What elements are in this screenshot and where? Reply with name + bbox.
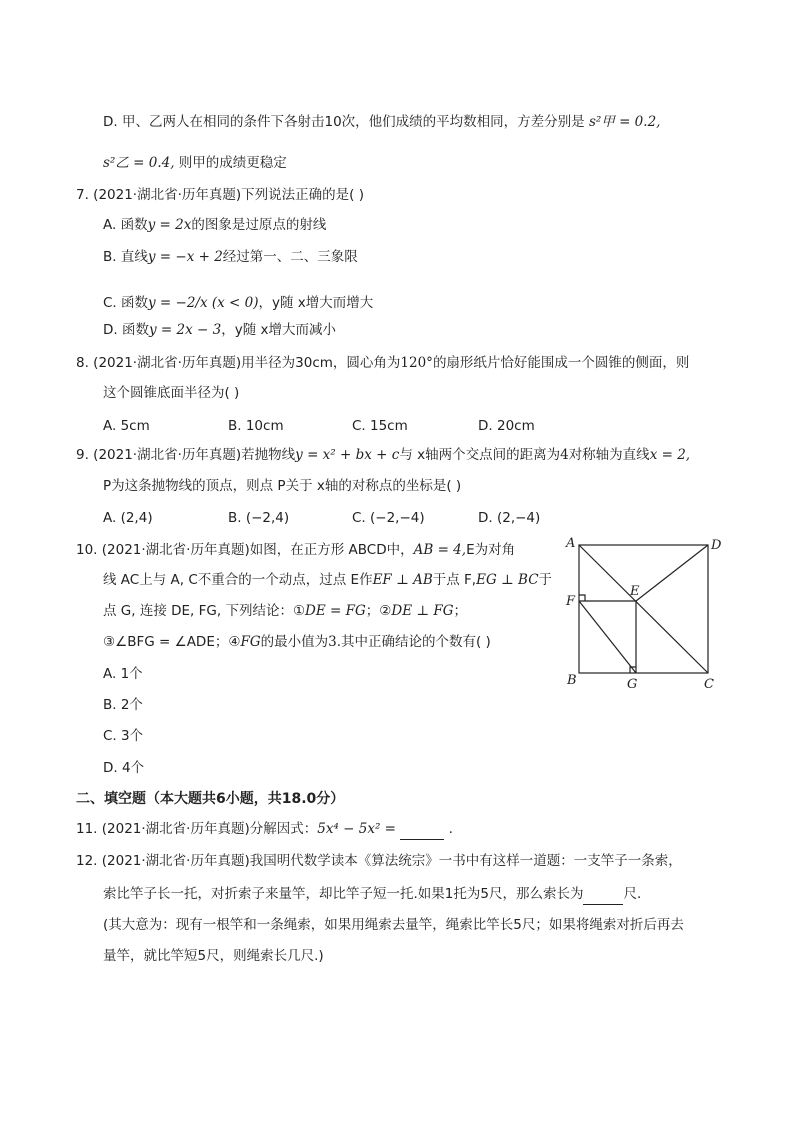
q7-optb-post: 经过第一、二、三象限 <box>222 249 358 265</box>
q9-parabola: y = x² + bx + c <box>295 447 400 463</box>
q9-stem-line1 <box>76 445 690 465</box>
label-d: D <box>711 538 722 553</box>
q6-optd-formula2: s²乙 = 0.4, <box>103 155 175 171</box>
q8-stem-line2: 这个圆锥底面半径为( ) <box>103 385 240 401</box>
q10-stem2b: 于点 F, <box>432 572 477 588</box>
q10-stem1a: 10. (2021·湖北省·历年真题)如图，在正方形 ABCD中， <box>76 542 414 558</box>
q9-stem1c: 对称轴为直线 <box>568 447 650 463</box>
label-a: A <box>566 536 576 551</box>
q10-stem-line1 <box>76 540 515 560</box>
square-figure <box>562 533 732 695</box>
q10-option-d: D. 4个 <box>103 760 145 776</box>
q8-option-b: B. 10cm <box>228 418 284 434</box>
q10-stem1b: E为对角 <box>466 542 516 558</box>
q6-option-d-cont <box>103 153 287 173</box>
section-heading: 二、填空题（本大题共6小题，共18.0分） <box>76 791 345 807</box>
q9-option-b: B. (−2,4) <box>228 510 290 526</box>
q10-stem4a: ③∠BFG = ∠ADE；④ <box>103 634 241 650</box>
q6-optd-text2: 则甲的成绩更稳定 <box>178 155 287 171</box>
q10-option-b: B. 2个 <box>103 697 143 713</box>
segment-fg <box>579 601 636 673</box>
q7-optd-pre: D. 函数 <box>103 322 149 338</box>
q7-option-a <box>103 215 326 235</box>
segment-de <box>636 545 708 601</box>
q10-ab: AB = 4, <box>413 542 467 558</box>
q8-option-a: A. 5cm <box>103 418 150 434</box>
q9-stem1a: 9. (2021·湖北省·历年真题)若抛物线 <box>76 447 296 463</box>
q10-stem3b: ；② <box>365 603 392 619</box>
q10-stem3c: ； <box>453 603 467 619</box>
q11-answer-blank[interactable] <box>400 819 444 840</box>
q10-stem-line4 <box>103 632 491 652</box>
q7-opta-pre: A. 函数 <box>103 217 148 233</box>
q10-stem3a: 点 G, 连接 DE, FG, 下列结论：① <box>103 603 306 619</box>
q11-end: . <box>448 821 453 837</box>
q10-eg: EG ⊥ BC <box>476 572 539 588</box>
q7-optb-pre: B. 直线 <box>103 249 148 265</box>
q11-stem <box>76 819 453 840</box>
q7-optd-math: y = 2x − 3 <box>148 322 222 338</box>
q9-option-a: A. (2,4) <box>103 510 153 526</box>
q7-optd-post: ，y随 x增大而减小 <box>221 322 336 338</box>
q8-stem-line1 <box>76 353 689 373</box>
q12-stem-line1: 12. (2021·湖北省·历年真题)我国明代数学读本《算法统宗》一书中有这样一道题：一支竿子一条索， <box>76 853 682 869</box>
q7-option-c <box>103 293 373 313</box>
label-b: B <box>567 673 577 688</box>
q9-option-d: D. (2,−4) <box>478 510 541 526</box>
q10-stem-line3 <box>103 601 467 621</box>
q10-stem2a: 线 AC上与 A, C不重合的一个动点，过点 E作 <box>103 572 373 588</box>
q12-stem-line4: 量竿，就比竿短5尺，则绳索长几尺.) <box>103 948 324 964</box>
q12-stem2b: 尺. <box>623 886 642 902</box>
q7-stem: 7. (2021·湖北省·历年真题)下列说法正确的是( ) <box>76 187 364 203</box>
q10-option-a: A. 1个 <box>103 666 143 682</box>
q9-stem-line2: P为这条抛物线的顶点，则点 P关于 x轴的对称点的坐标是( ) <box>103 478 462 494</box>
q7-opta-math: y = 2x <box>147 217 192 233</box>
q11-expr: 5x⁴ − 5x² = <box>317 821 396 837</box>
q8-stem1b: 的扇形纸片恰好能围成一个圆锥的侧面，则 <box>432 355 690 371</box>
q9-dist: 4 <box>560 447 569 463</box>
q12-stem-line2 <box>103 884 641 905</box>
label-e: E <box>630 584 640 599</box>
q10-c2: DE ⊥ FG <box>391 603 454 619</box>
label-c: C <box>704 677 714 692</box>
q10-option-c: C. 3个 <box>103 728 144 744</box>
q10-c4: FG <box>240 634 261 650</box>
q10-stem4b: 的最小值为 <box>260 634 329 650</box>
q7-option-b <box>103 247 358 267</box>
q6-optd-formula1: s²甲 = 0.2, <box>588 114 661 130</box>
q12-stem2a: 索比竿子长一托，对折索子来量竿，却比竿子短一托.如果1托为5尺，那么索长为 <box>103 886 584 902</box>
q10-ef: EF ⊥ AB <box>372 572 433 588</box>
q10-stem4c: .其中正确结论的个数有( ) <box>336 634 491 650</box>
q7-optc-math: y = −2/x (x < 0) <box>148 295 259 311</box>
label-f: F <box>566 594 576 609</box>
q12-stem-line3: (其大意为：现有一根竿和一条绳索，如果用绳索去量竿，绳索比竿长5尺；如果将绳索对折后再去 <box>103 917 684 933</box>
q7-option-d <box>103 320 336 340</box>
q12-answer-blank[interactable] <box>583 884 623 905</box>
diagonal-ac <box>579 545 708 673</box>
q7-optb-math: y = −x + 2 <box>147 249 223 265</box>
q9-axis: x = 2, <box>649 447 691 463</box>
q10-c1: DE = FG <box>305 603 366 619</box>
q8-option-c: C. 15cm <box>352 418 408 434</box>
q6-optd-text: D. 甲、乙两人在相同的条件下各射击10次，他们成绩的平均数相同，方差分别是 <box>103 114 585 130</box>
q8-angle: 120° <box>400 355 433 371</box>
q8-stem1: 8. (2021·湖北省·历年真题)用半径为30cm，圆心角为 <box>76 355 401 371</box>
q7-opta-post: 的图象是过原点的射线 <box>191 217 327 233</box>
q7-optc-pre: C. 函数 <box>103 295 149 311</box>
q10-minval: 3 <box>328 634 337 650</box>
q9-stem1b: 与 x轴两个交点间的距离为 <box>399 447 561 463</box>
q10-stem2c: 于 <box>538 572 553 588</box>
q8-option-d: D. 20cm <box>478 418 535 434</box>
q7-optc-post: ，y随 x增大而增大 <box>258 295 374 311</box>
right-angle-f <box>579 595 585 601</box>
q11-stem-text: 11. (2021·湖北省·历年真题)分解因式： <box>76 821 318 837</box>
label-g: G <box>627 677 638 692</box>
q9-option-c: C. (−2,−4) <box>352 510 425 526</box>
q10-stem-line2 <box>103 570 552 590</box>
q6-option-d <box>103 112 660 132</box>
